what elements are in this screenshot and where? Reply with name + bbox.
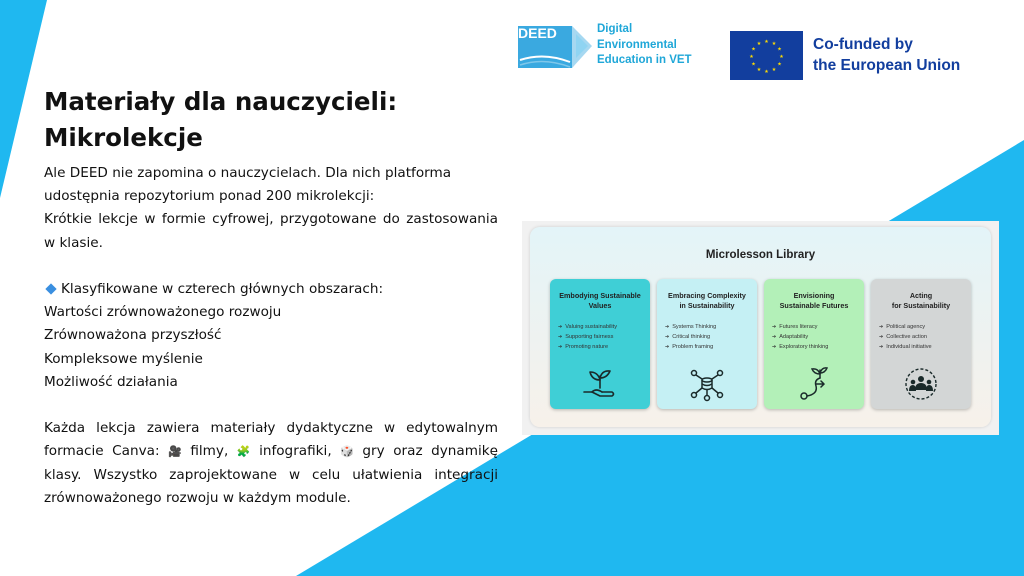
card-list-item: ➔ Valuing sustainability	[558, 322, 648, 332]
svg-text:★: ★	[751, 46, 756, 53]
body-text	[44, 162, 498, 510]
svg-text:★: ★	[777, 46, 782, 53]
svg-text:★: ★	[777, 61, 782, 68]
card-list-item: ➔ Promoting nature	[558, 342, 648, 352]
eu-flag-icon	[730, 31, 803, 80]
sprout-path-icon	[794, 366, 834, 402]
film-camera-icon: 🎥	[168, 445, 182, 459]
card-title-line: Embracing Complexity	[668, 291, 746, 300]
card-list-item: ➔ Systems Thinking	[665, 322, 755, 332]
eu-label-line: the European Union	[813, 56, 961, 74]
svg-text:★: ★	[751, 61, 756, 68]
card-list	[772, 322, 862, 352]
closing-text: infografiki,	[250, 443, 341, 460]
eu-cofunded-label	[813, 35, 960, 76]
deed-tagline-line: Education in VET	[597, 54, 692, 66]
top-left-triangle	[0, 0, 47, 198]
card-title-line: Values	[588, 301, 612, 310]
closing-text: oraz dynamikę klasy. Wszystko zaprojektowane w celu ułatwienia integracji zrównoważonego rozwoju w każdym module.	[44, 443, 498, 506]
areas-heading	[44, 278, 498, 301]
library-card-complexity	[657, 279, 757, 409]
intro-paragraph: Ale DEED nie zapomina o nauczycielach. Dla nich platforma udostępnia repozytorium ponad 200 mikrolekcji:	[44, 165, 452, 205]
areas-heading-text: Klasyfikowane w czterech głównych obszarach:	[61, 281, 384, 297]
card-title	[661, 291, 753, 311]
people-circle-icon	[901, 366, 941, 402]
card-title-line: Embodying Sustainable	[559, 291, 641, 300]
svg-text:★: ★	[771, 67, 777, 73]
blue-diamond-icon	[45, 283, 56, 294]
svg-text:★: ★	[771, 41, 777, 47]
card-title	[875, 291, 967, 311]
card-title	[768, 291, 860, 311]
card-list-item: ➔ Individual initiative	[879, 342, 969, 352]
card-list-item: ➔ Critical thinking	[665, 332, 755, 342]
card-list-item: ➔ Political agency	[879, 322, 969, 332]
card-list-item: ➔ Exploratory thinking	[772, 342, 862, 352]
card-title-line: Acting	[909, 291, 933, 300]
library-card-acting	[871, 279, 971, 409]
deed-tagline	[597, 22, 692, 69]
eu-label-line: Co-funded by	[813, 36, 913, 53]
svg-text:★: ★	[764, 69, 769, 75]
title-line: Materiały dla nauczycieli:	[44, 87, 398, 116]
card-list-item: ➔ Problem framing	[665, 342, 755, 352]
microlesson-library-panel	[530, 227, 991, 427]
svg-text:★: ★	[756, 41, 762, 47]
card-title	[554, 291, 646, 311]
card-title-line: for Sustainability	[891, 301, 951, 310]
closing-paragraph	[44, 417, 498, 510]
microlesson-library-image	[522, 221, 999, 435]
svg-text:★: ★	[756, 67, 762, 73]
svg-text:★: ★	[749, 54, 754, 60]
svg-text:★: ★	[779, 54, 784, 60]
area-item: Kompleksowe myślenie	[44, 350, 203, 367]
card-title-line: Envisioning	[793, 291, 835, 300]
deed-tagline-line: Digital	[597, 23, 633, 35]
card-list	[879, 322, 969, 352]
card-list-item: ➔ Adaptability	[772, 332, 862, 342]
library-card-values	[550, 279, 650, 409]
closing-text: gry	[353, 443, 385, 460]
dice-icon: 🎲	[340, 445, 354, 459]
deed-logo-word: DEED	[518, 25, 557, 41]
card-list-item: ➔ Supporting fairness	[558, 332, 648, 342]
plant-hand-icon	[580, 366, 620, 402]
svg-text:★: ★	[764, 39, 769, 45]
closing-text: Każda lekcja zawiera materiały dydaktyczne w edytowalnym formacie Canva:	[44, 420, 498, 460]
puzzle-piece-icon: 🧩	[236, 445, 251, 459]
area-item: Możliwość działania	[44, 373, 178, 390]
card-title-line: Sustainable Futures	[779, 301, 849, 310]
deed-tagline-line: Environmental	[597, 38, 677, 51]
library-card-futures	[764, 279, 864, 409]
card-list	[665, 322, 755, 352]
network-icon	[687, 366, 727, 402]
page-title	[44, 84, 504, 156]
area-item: Wartości zrównoważonego rozwoju	[44, 304, 282, 321]
card-list-item: ➔ Collective action	[879, 332, 969, 342]
title-line: Mikrolekcje	[44, 123, 203, 152]
intro-paragraph: Krótkie lekcje w formie cyfrowej, przygotowane do zastosowania w klasie.	[44, 211, 498, 251]
card-list	[558, 322, 648, 352]
card-list-item: ➔ Futures literacy	[772, 322, 862, 332]
area-item: Zrównoważona przyszłość	[44, 327, 222, 344]
library-title: Microlesson Library	[705, 249, 816, 261]
card-title-line: in Sustainability	[679, 301, 735, 310]
closing-text: filmy,	[181, 443, 237, 460]
